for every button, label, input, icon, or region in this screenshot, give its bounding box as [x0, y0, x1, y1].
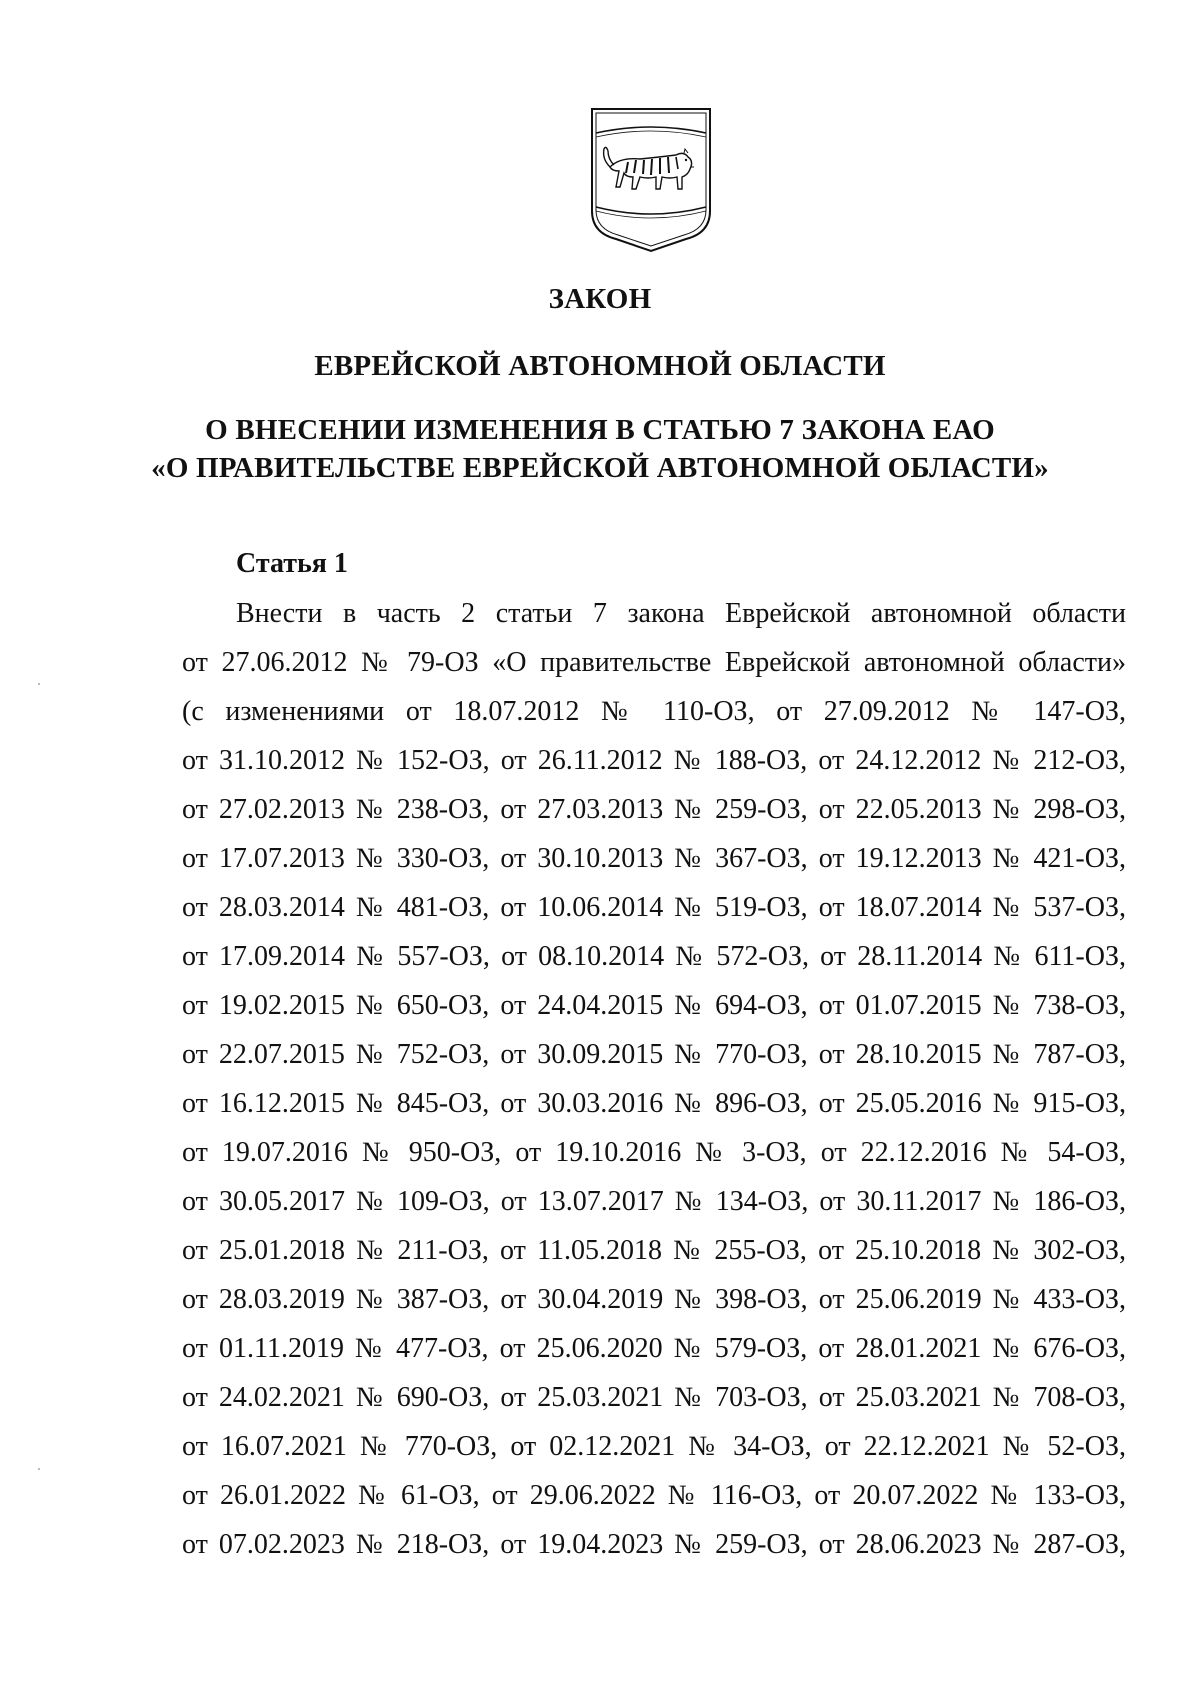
- article-text-line: от 01.11.2019 № 477-ОЗ, от 25.06.2020 № 579-ОЗ, от 28.01.2021 № 676-ОЗ,: [182, 1333, 1126, 1364]
- article-text-line: от 28.03.2019 № 387-ОЗ, от 30.04.2019 № 398-ОЗ, от 25.06.2019 № 433-ОЗ,: [182, 1284, 1126, 1315]
- article-text-line: (с изменениями от 18.07.2012 № 110-ОЗ, от 27.09.2012 № 147-ОЗ,: [182, 696, 1126, 727]
- article-text-line: от 19.02.2015 № 650-ОЗ, от 24.04.2015 № 694-ОЗ, от 01.07.2015 № 738-ОЗ,: [182, 990, 1126, 1021]
- article-text-line: от 07.02.2023 № 218-ОЗ, от 19.04.2023 № 259-ОЗ, от 28.06.2023 № 287-ОЗ,: [182, 1529, 1126, 1560]
- article-text-line: от 26.01.2022 № 61-ОЗ, от 29.06.2022 № 116-ОЗ, от 20.07.2022 № 133-ОЗ,: [182, 1480, 1126, 1511]
- law-title-line-1: О ВНЕСЕНИИ ИЗМЕНЕНИЯ В СТАТЬЮ 7 ЗАКОНА ЕАО: [205, 414, 995, 446]
- article-text-line: от 17.07.2013 № 330-ОЗ, от 30.10.2013 № 367-ОЗ, от 19.12.2013 № 421-ОЗ,: [182, 843, 1126, 874]
- article-text-line: от 19.07.2016 № 950-ОЗ, от 19.10.2016 № 3-ОЗ, от 22.12.2016 № 54-ОЗ,: [182, 1137, 1126, 1168]
- article-heading: Статья 1: [236, 548, 348, 579]
- article-text-line: Внести в часть 2 статьи 7 закона Еврейской автономной области: [236, 598, 1126, 629]
- article-text-line: от 24.02.2021 № 690-ОЗ, от 25.03.2021 № 703-ОЗ, от 25.03.2021 № 708-ОЗ,: [182, 1382, 1126, 1413]
- article-text-line: от 16.07.2021 № 770-ОЗ, от 02.12.2021 № 34-ОЗ, от 22.12.2021 № 52-ОЗ,: [182, 1431, 1126, 1462]
- scan-speck: [38, 683, 40, 685]
- article-text-line: [182, 1618, 1126, 1667]
- scan-speck: [38, 1468, 40, 1470]
- article-text-line: от 25.01.2018 № 211-ОЗ, от 11.05.2018 № 255-ОЗ, от 25.10.2018 № 302-ОЗ,: [182, 1235, 1126, 1266]
- article-text-line: от 17.09.2014 № 557-ОЗ, от 08.10.2014 № 572-ОЗ, от 28.11.2014 № 611-ОЗ,: [182, 941, 1126, 972]
- article-text-line: от 31.10.2012 № 152-ОЗ, от 26.11.2012 № 188-ОЗ, от 24.12.2012 № 212-ОЗ,: [182, 745, 1126, 776]
- tiger-coat-of-arms-icon: [590, 107, 712, 253]
- article-text-line: от 30.05.2017 № 109-ОЗ, от 13.07.2017 № 134-ОЗ, от 30.11.2017 № 186-ОЗ,: [182, 1186, 1126, 1217]
- article-text-line: от 27.06.2012 № 79-ОЗ «О правительстве Еврейской автономной области»: [182, 647, 1126, 678]
- law-title-line-2: «О ПРАВИТЕЛЬСТВЕ ЕВРЕЙСКОЙ АВТОНОМНОЙ ОБЛАСТИ»: [151, 452, 1049, 484]
- region-name: ЕВРЕЙСКОЙ АВТОНОМНОЙ ОБЛАСТИ: [314, 350, 886, 382]
- article-body: [182, 589, 1126, 1667]
- article-text-line: от 16.12.2015 № 845-ОЗ, от 30.03.2016 № 896-ОЗ, от 25.05.2016 № 915-ОЗ,: [182, 1088, 1126, 1119]
- law-heading: ЗАКОН: [548, 283, 652, 315]
- article-text-line: от 27.02.2013 № 238-ОЗ, от 27.03.2013 № 259-ОЗ, от 22.05.2013 № 298-ОЗ,: [182, 794, 1126, 825]
- article-text-line: от 22.07.2015 № 752-ОЗ, от 30.09.2015 № 770-ОЗ, от 28.10.2015 № 787-ОЗ,: [182, 1039, 1126, 1070]
- article-text-line: [182, 1569, 1126, 1618]
- article-text-line: от 28.03.2014 № 481-ОЗ, от 10.06.2014 № 519-ОЗ, от 18.07.2014 № 537-ОЗ,: [182, 892, 1126, 923]
